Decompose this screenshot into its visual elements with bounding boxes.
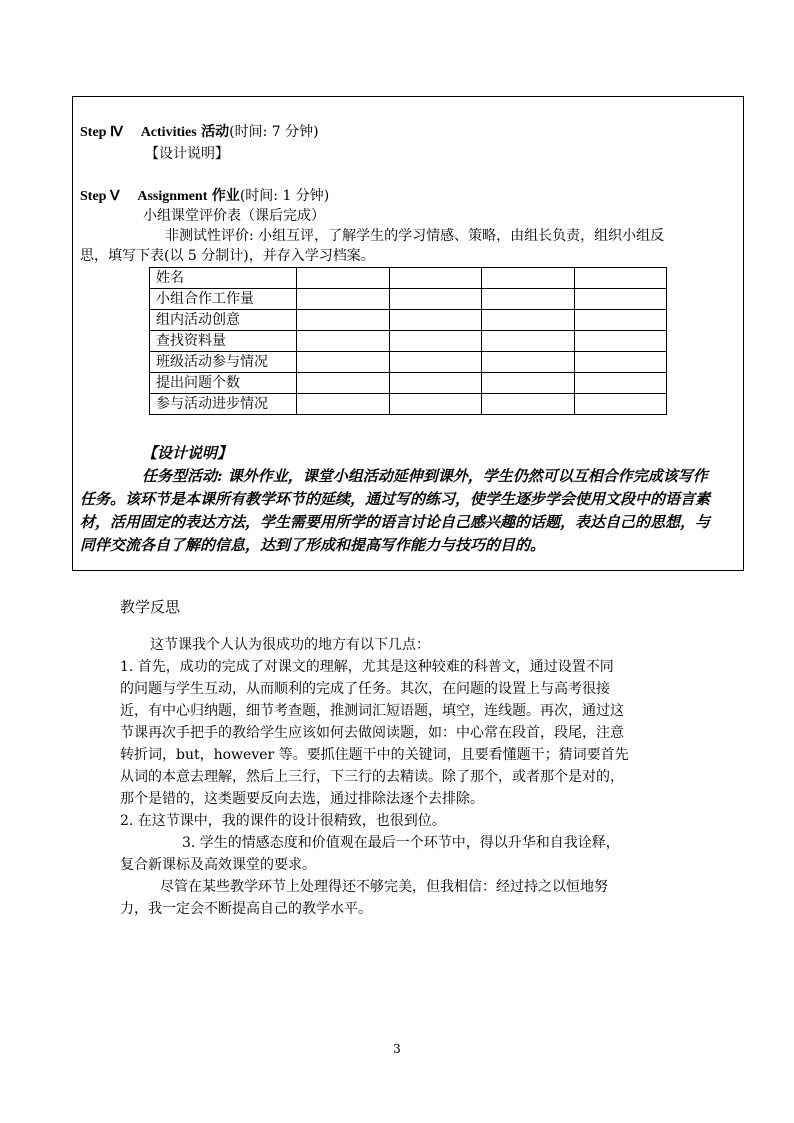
evaluation-score-cell [482, 310, 575, 331]
evaluation-table-row [150, 310, 667, 331]
evaluation-row-label: 查找资料量 [150, 331, 297, 352]
evaluation-row-label: 班级活动参与情况 [150, 352, 297, 373]
step5-en: Assignment [137, 189, 208, 204]
evaluation-table-row [150, 394, 667, 415]
evaluation-score-cell [297, 394, 390, 415]
evaluation-score-cell [482, 352, 575, 373]
evaluation-table-row [150, 268, 667, 289]
reflection-line: 从词的本意去理解，然后上三行，下三行的去精读。除了那个，或者那个是对的， [120, 769, 624, 785]
evaluation-score-cell [297, 310, 390, 331]
evaluation-score-cell [389, 352, 482, 373]
evaluation-score-cell [574, 289, 667, 310]
reflection-line: 转折词，but，however 等。要抓住题干中的关键词，且要看懂题干；猜词要首先 [120, 747, 629, 763]
evaluation-score-cell [389, 373, 482, 394]
evaluation-score-cell [574, 310, 667, 331]
evaluation-score-cell [482, 373, 575, 394]
evaluation-score-cell [574, 268, 667, 289]
step5-time: (时间: 1 分钟) [239, 188, 330, 204]
reflection-line: 近，有中心归纳题，细节考查题，推测词汇短语题，填空，连线题。再次，通过这 [120, 703, 624, 719]
step4-note: 【设计说明】 [145, 146, 229, 162]
evaluation-score-cell [389, 331, 482, 352]
eval-intro-line2: 思，填写下表(以 5 分制计)，并存入学习档案。 [80, 248, 375, 264]
reflection-line: 力，我一定会不断提高自己的教学水平。 [120, 901, 372, 917]
evaluation-table-row [150, 373, 667, 394]
reflection-line: 1. 首先，成功的完成了对课文的理解，尤其是这种较难的科普文，通过设置不同 [120, 659, 614, 675]
evaluation-score-cell [389, 394, 482, 415]
evaluation-score-cell [389, 310, 482, 331]
reflection-heading: 教学反思 [120, 598, 181, 616]
evaluation-score-cell [482, 268, 575, 289]
evaluation-row-label: 姓名 [150, 268, 297, 289]
reflection-line: 尽管在某些教学环节上处理得还不够完美，但我相信：经过持之以恒地努 [160, 879, 608, 895]
evaluation-row-label: 提出问题个数 [150, 373, 297, 394]
evaluation-score-cell [297, 352, 390, 373]
reflection-line: 节课再次手把手的教给学生应该如何去做阅读题，如：中心常在段首，段尾，注意 [120, 725, 624, 741]
design-note-line: 任务。该环节是本课所有教学环节的延续，通过写的练习，使学生逐步学会使用文段中的语言素 [80, 490, 711, 508]
evaluation-score-cell [297, 289, 390, 310]
evaluation-score-cell [389, 268, 482, 289]
evaluation-score-cell [297, 331, 390, 352]
evaluation-table [149, 267, 667, 415]
step4-label: Step Ⅳ [80, 125, 123, 140]
reflection-line: 3. 学生的情感态度和价值观在最后一个环节中，得以升华和自我诠释， [182, 835, 620, 851]
evaluation-table-row [150, 331, 667, 352]
page-number: 3 [393, 1042, 401, 1056]
evaluation-score-cell [574, 394, 667, 415]
evaluation-score-cell [389, 289, 482, 310]
reflection-line: 那个是错的，这类题要反向去选，通过排除法逐个去排除。 [120, 791, 484, 807]
evaluation-score-cell [297, 268, 390, 289]
reflection-line: 这节课我个人认为很成功的地方有以下几点： [150, 637, 430, 653]
reflection-line: 的问题与学生互动，从而顺利的完成了任务。其次，在问题的设置上与高考很接 [120, 681, 610, 697]
step4-cn: 活动 [201, 125, 230, 140]
reflection-line: 2. 在这节课中，我的课件的设计很精致，也很到位。 [120, 813, 446, 829]
design-note [80, 442, 740, 557]
evaluation-score-cell [574, 352, 667, 373]
evaluation-table-row [150, 289, 667, 310]
eval-title: 小组课堂评价表（课后完成） [143, 208, 325, 224]
design-note-line: 同伴交流各自了解的信息，达到了形成和提高写作能力与技巧的目的。 [80, 536, 546, 554]
evaluation-score-cell [574, 331, 667, 352]
evaluation-score-cell [574, 373, 667, 394]
step4-en: Activities [140, 125, 197, 140]
evaluation-row-label: 小组合作工作量 [150, 289, 297, 310]
evaluation-score-cell [482, 289, 575, 310]
design-note-heading: 【设计说明】 [142, 444, 233, 462]
step4-time: (时间: 7 分钟) [229, 124, 319, 140]
step5-label: Step Ⅴ [80, 189, 120, 204]
design-note-line: 任务型活动: 课外作业，课堂小组活动延伸到课外，学生仍然可以互相合作完成该写作 [142, 467, 708, 485]
evaluation-score-cell [297, 373, 390, 394]
eval-intro-line1: 非测试性评价: 小组互评，了解学生的学习情感、策略，由组长负责，组织小组反 [165, 228, 665, 244]
evaluation-score-cell [482, 394, 575, 415]
reflection-line: 复合新课标及高效课堂的要求。 [120, 857, 316, 873]
step5-cn: 作业 [211, 189, 240, 204]
evaluation-row-label: 参与活动进步情况 [150, 394, 297, 415]
step4-heading [80, 121, 319, 141]
evaluation-row-label: 组内活动创意 [150, 310, 297, 331]
evaluation-score-cell [482, 331, 575, 352]
step5-heading [80, 185, 329, 205]
evaluation-table-row [150, 352, 667, 373]
reflection-body [120, 634, 690, 920]
design-note-line: 材，活用固定的表达方法，学生需要用所学的语言讨论自己感兴趣的话题，表达自己的思想，与 [80, 513, 711, 531]
